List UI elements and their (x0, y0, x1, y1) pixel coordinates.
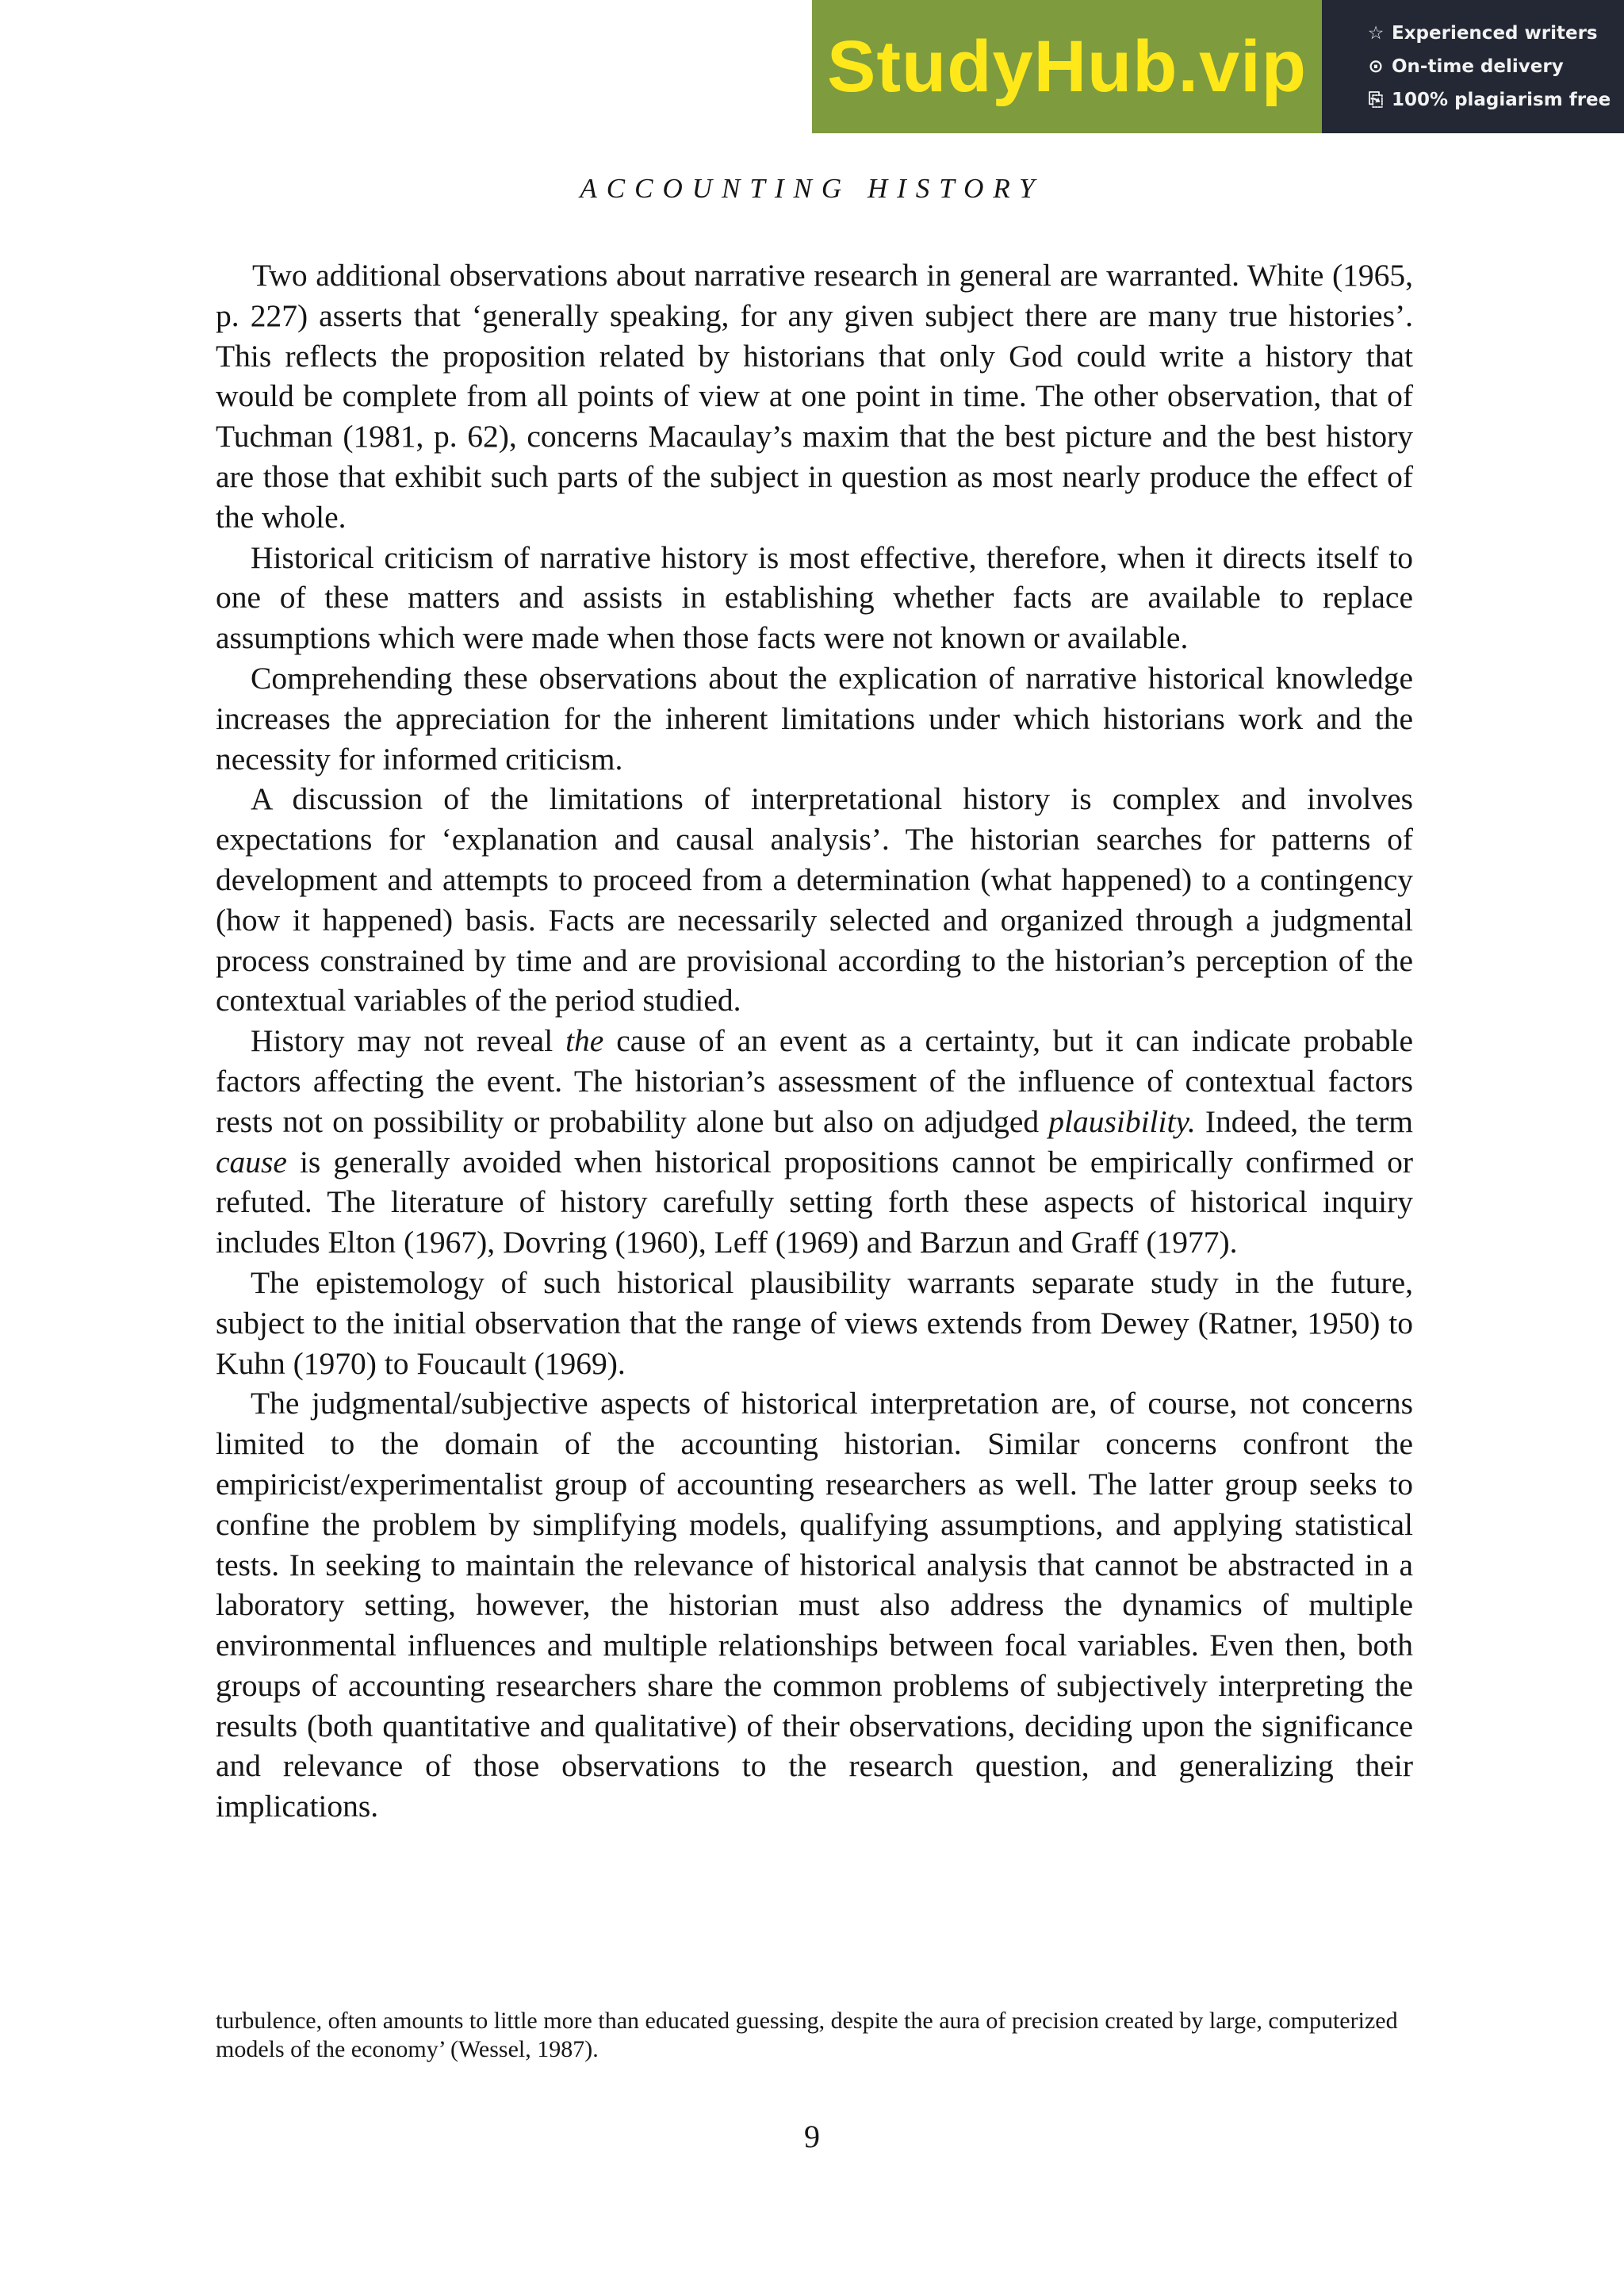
ad-banner[interactable] (812, 0, 1624, 133)
perk-label: On-time delivery (1392, 56, 1564, 77)
perk-label: 100% plagiarism free (1392, 90, 1611, 110)
emphasis: the (565, 1023, 604, 1059)
brand-logo[interactable]: StudyHub.vip (812, 0, 1322, 133)
paragraph: Historical criticism of narrative history is most effective, therefore, when it directs itself to one of these matters and assists in establishing whether facts are available to replace assumptions which were made when those facts were not known or available. (216, 539, 1413, 656)
perk-item (1366, 23, 1624, 44)
running-header: ACCOUNTING HISTORY (580, 173, 1044, 204)
footnote-text: turbulence, often amounts to little more than educated guessing, despite the aura of precision created by large, computerized models of the economy’ (Wessel, 1987). (216, 2008, 1398, 2062)
text-run: is generally avoided when historical propositions cannot be empirically confirmed or refuted. The literature of history carefully setting forth these aspects of historical inquiry includes Elton (1967), Dovring (1960), Leff (1969) and Barzun and Graff (1977). (216, 1144, 1413, 1260)
star-icon: ☆ (1367, 23, 1385, 44)
perk-label: Experienced writers (1392, 23, 1598, 44)
page-number: 9 (804, 2119, 820, 2154)
paragraph: A discussion of the limitations of interpretational history is complex and involves expectations for ‘explanation and causal analysis’. The historian searches for patterns of development and attempts to proceed from a determination (what happened) to a contingency (how it happened) basis. Facts are necessarily selected and organized through a judgmental process constrained by time and are provisional according to the historian’s perception of the contextual variables of the period studied. (216, 781, 1413, 1018)
footnote (216, 2007, 1413, 2064)
paragraph: The judgmental/subjective aspects of historical interpretation are, of course, not concerns limited to the domain of the accounting historian. Similar concerns confront the empiricist/experimentalist group of accounting researchers as well. The latter group seeks to confine the problem by simplifying models, qualifying assumptions, and applying statistical tests. In seeking to maintain the relevance of historical analysis that cannot be abstracted in a laboratory setting, however, the historian must also address the dynamics of multiple environmental influences and multiple relationships between focal variables. Even then, both groups of accounting researchers share the common problems of subjectively interpreting the results (both quantitative and qualitative) of their observations, deciding upon the significance and relevance of those observations to the research question, and generalizing their implications. (216, 1386, 1413, 1824)
paragraph: Comprehending these observations about the explication of narrative historical knowledge increases the appreciation for the inherent limitations under which historians work and the necessity for informed criticism. (216, 660, 1413, 777)
document-icon: ⎘ (1368, 90, 1384, 110)
paragraph: The epistemology of such historical plausibility warrants separate study in the future, subject to the initial observation that the range of views extends from Dewey (Ratner, 1950) to Kuhn (1970) to Foucault (1969). (216, 1264, 1413, 1381)
clock-icon: ⊙ (1368, 56, 1384, 77)
text-run: History may not reveal (251, 1023, 566, 1059)
body-text (216, 255, 1413, 1827)
text-run: cause of an event as a certainty, but it can indicate probable factors affecting the event. The historian’s assessment of the influence of contextual factors rests not on possibility or probability alone but also on adjudged (216, 1023, 1413, 1139)
emphasis: cause (216, 1144, 287, 1179)
emphasis: plausibility. (1048, 1103, 1196, 1139)
paragraph: Two additional observations about narrative research in general are warranted. White (1965, p. 227) asserts that ‘generally speaking, for any given subject there are many true histories’. This reflects the proposition related by historians that only God could write a history that would be complete from all points of view at one point in time. The other observation, that of Tuchman (1981, p. 62), concerns Macaulay’s maxim that the best picture and the best history are those that exhibit such parts of the subject in question as most nearly produce the effect of the whole. (216, 258, 1413, 535)
perk-item (1366, 90, 1624, 110)
perk-list (1322, 0, 1624, 133)
text-run: Indeed, the term (1195, 1103, 1414, 1139)
paragraph (216, 1021, 1413, 1263)
perk-item (1366, 56, 1624, 77)
